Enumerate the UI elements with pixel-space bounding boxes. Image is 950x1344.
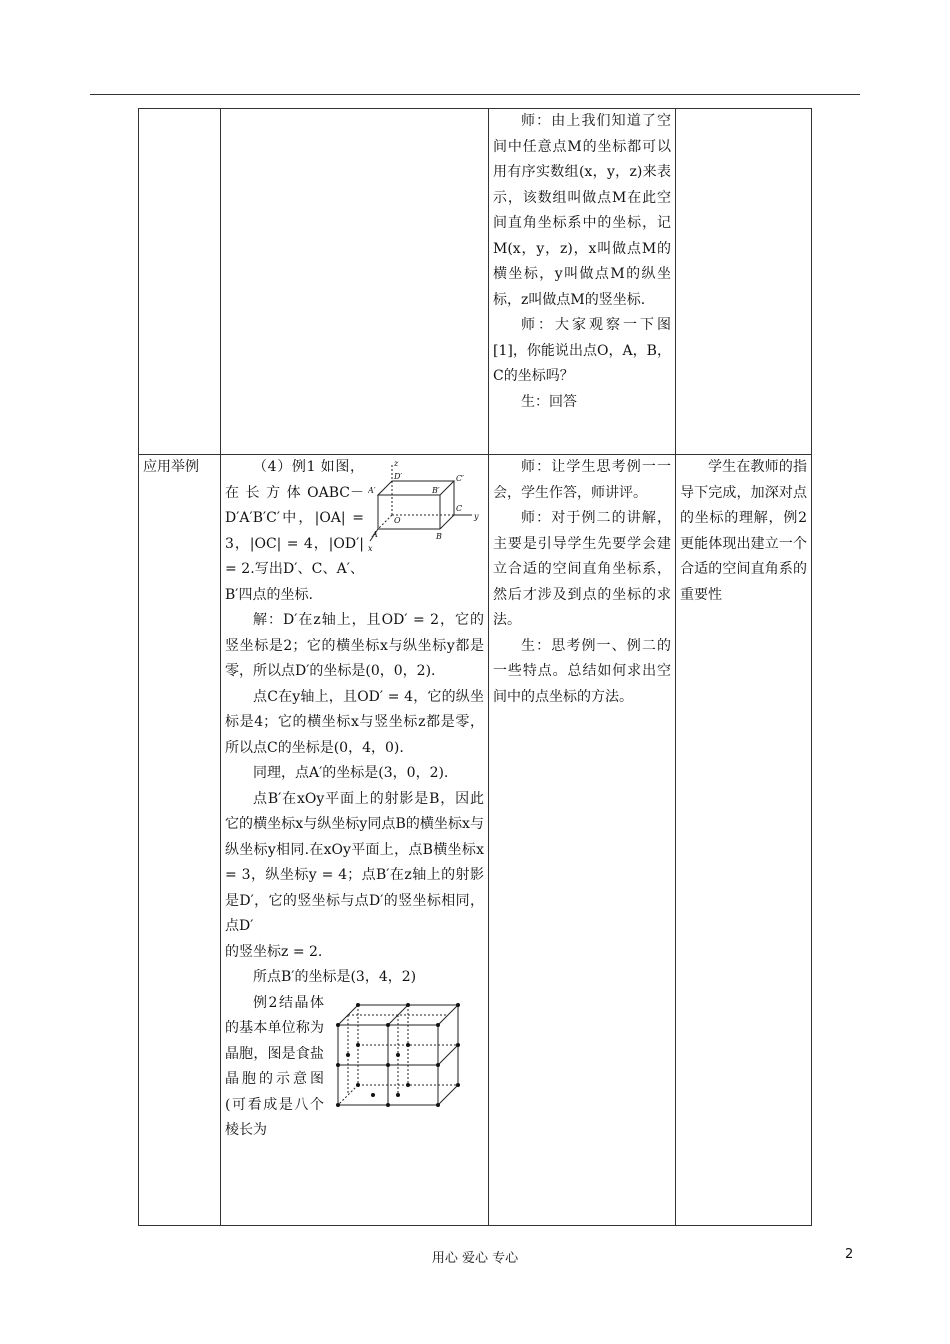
axis-z-label: z: [394, 459, 399, 468]
table-row: [139, 109, 812, 455]
teacher-paragraph: 师：由上我们知道了空间中任意点M的坐标都可以用有序实数组(x，y，z)来表示，该数组叫做点M在此空间直角坐标系中的坐标，记M(x，y，z)，x叫做点M的横坐标，y叫做点M的纵坐标，z叫做点M的竖坐标.: [493, 113, 671, 308]
solution-conclusion: 所点B′的坐标是(3，4，2): [253, 969, 417, 985]
header-rule: [90, 94, 860, 95]
table-row: [139, 455, 812, 1226]
point-b1-label: B′: [432, 486, 440, 495]
solution-paragraph: 点C在y轴上，且OD′ = 4，它的纵坐标是4；它的横坐标x与竖坐标z都是零，所以点C的坐标是(0，4，0).: [225, 688, 484, 756]
student-paragraph: 生：思考例一、例二的一些特点。总结如何求出空间中的点坐标的方法。: [493, 637, 671, 705]
stage-cell: [139, 455, 221, 1226]
stage-cell: [139, 109, 221, 455]
teacher-paragraph: 师：大家观察一下图[1]，你能说出点O，A，B，C的坐标吗？: [493, 317, 671, 384]
solution-paragraph: 解：D′在z轴上，且OD′ = 2，它的竖坐标是2；它的横坐标x与纵坐标y都是零，所以点D′的坐标是(0，0，2).: [225, 612, 484, 679]
axis-x-label: x: [368, 544, 373, 553]
teacher-cell: [489, 455, 676, 1226]
teacher-paragraph: 师：让学生思考例一一会，学生作答，师讲评。: [493, 459, 671, 501]
content-cell: [221, 109, 489, 455]
point-c-label: C: [456, 504, 463, 513]
intent-cell: [676, 455, 812, 1226]
point-a1-label: A′: [368, 486, 376, 495]
teacher-cell: [489, 109, 676, 455]
teacher-paragraph: 师：对于例二的讲解，主要是引导学生先要学会建立合适的空间直角坐标系，然后才涉及到点的坐标的求法。: [493, 510, 671, 628]
example1-statement: （4）例1 如图，在长方体OABC－D′A′B′C′中，|OA| = 3，|OC| = 4，|OD′| = 2.写出D′、C、A′、B′四点的坐标.: [225, 459, 364, 603]
student-paragraph: 生：回答: [521, 393, 577, 410]
solution-paragraph: 同理，点A′的坐标是(3，0，2).: [253, 765, 449, 781]
example2-statement: 例2结晶体的基本单位称为晶胞，图是食盐晶胞的示意图(可看成是八个棱长为: [225, 994, 324, 1138]
cuboid-figure: [368, 457, 484, 563]
crystal-figure: [330, 995, 480, 1107]
point-d1-label: D′: [394, 472, 403, 481]
content-cell: [221, 455, 489, 1226]
page-number: 2: [845, 1247, 854, 1262]
solution-paragraph: 的竖坐标z = 2.: [225, 943, 323, 960]
axis-y-label: y: [474, 512, 479, 521]
footer-motto: 用心 爱心 专心: [431, 1251, 519, 1266]
point-o-label: O: [394, 516, 401, 525]
point-c1-label: C′: [456, 474, 464, 483]
stage-label: 应用举例: [143, 459, 199, 475]
solution-paragraph: 点B′在xOy平面上的射影是B，因此它的横坐标x与纵坐标y同点B的横坐标x与纵坐标y相同.在xOy平面上，点B横坐标x = 3，纵坐标y = 4；点B′在z轴上的射影是D′，它的竖坐标与点D′的竖坐标相同，点D′: [225, 790, 484, 934]
lesson-table: [138, 108, 812, 1226]
point-b-label: B: [436, 532, 442, 541]
intent-cell: [676, 109, 812, 455]
design-intent: 学生在教师的指导下完成，加深对点的坐标的理解，例2更能体现出建立一个合适的空间直角系的重要性: [680, 459, 807, 603]
point-a-label: A: [372, 530, 378, 539]
